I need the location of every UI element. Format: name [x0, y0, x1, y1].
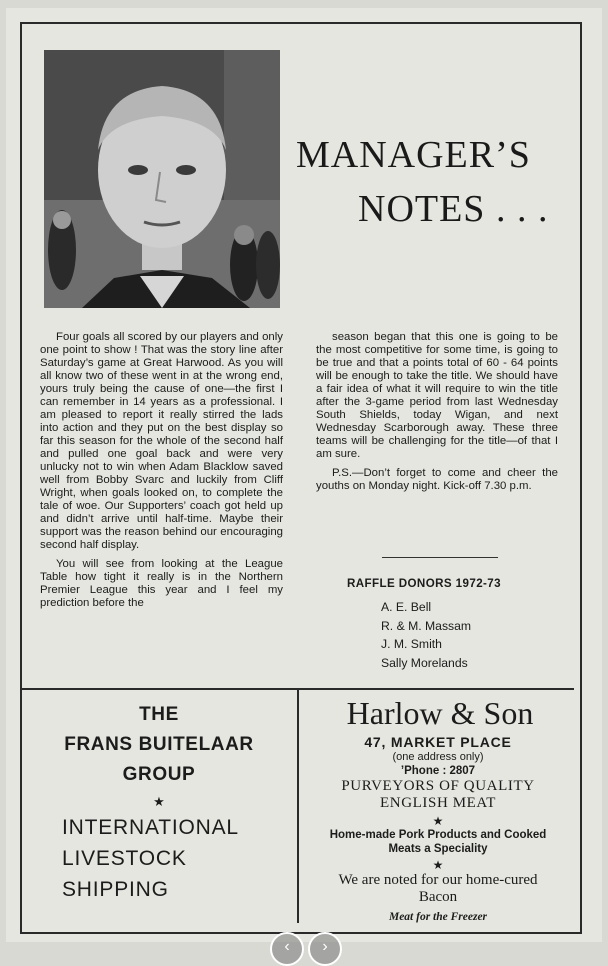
star-icon: ★	[432, 858, 444, 872]
ad-noted-line: Bacon	[418, 889, 458, 905]
advert-frans-buitelaar	[22, 700, 296, 905]
article-paragraph: Four goals all scored by our players and only one point to show ! That was the story line after Saturday’s game at Great Harwood. As you will all know two of these went in at the wrong end, yours truly being the cause of one—the first I can remember in 14 years as a professional. I am pleased to report it really stirred the lads into action and they put on the best display so far this season for the whole of the second half and pulled one goal back and were very unlucky not to win when Adam Blacklow saved well from Bobby Svarc and luckily from Cliff Wright, when goals looked on, to complete the tale of woe. Our Supporters’ coach got held up and didn’t arrive until half-time. Maybe their support was the reason behind our encouraging second half display.	[40, 331, 283, 551]
donor-name: R. & M. Massam	[381, 618, 472, 633]
ad-address: 47, MARKET PLACE	[364, 734, 512, 750]
article-paragraph: You will see from looking at the League Table how tight it really is in the Northern Premier League this year and I feel my prediction before the	[40, 558, 283, 609]
raffle-heading: RAFFLE DONORS 1972-73	[347, 577, 502, 590]
title-line-1: MANAGER’S	[296, 134, 531, 176]
manager-photo	[44, 50, 280, 308]
article-column-2	[316, 331, 558, 499]
ad-speciality: Home-made Pork Products and Cooked	[329, 829, 547, 841]
divider-rule	[382, 557, 498, 558]
star-icon: ★	[432, 814, 444, 828]
ad-noted-line: We are noted for our home-cured	[338, 872, 538, 888]
ads-divider	[297, 690, 299, 923]
previous-page-button[interactable]: ‹	[270, 932, 304, 966]
ad-freezer-line: Meat for the Freezer	[388, 911, 488, 923]
postscript: P.S.—Don’t forget to come and cheer the youths on Monday night. Kick-off 7.30 p.m.	[316, 467, 558, 492]
ad-tagline: ENGLISH MEAT	[380, 795, 496, 811]
ad-service-line: LIVESTOCK	[62, 847, 187, 870]
next-page-button[interactable]: ›	[308, 932, 342, 966]
page-title	[296, 128, 558, 236]
star-icon: ★	[153, 794, 165, 809]
ad-heading-line: GROUP	[122, 764, 196, 785]
ad-business-name: Harlow & Son	[346, 695, 534, 731]
ad-heading-line: THE	[139, 704, 179, 725]
ad-service-line: INTERNATIONAL	[62, 816, 239, 839]
advert-harlow-and-son	[300, 692, 576, 925]
ad-address-note: (one address only)	[392, 751, 484, 763]
donor-name: J. M. Smith	[381, 637, 442, 651]
ad-heading-line: FRANS BUITELAAR	[64, 734, 254, 755]
title-line-2: NOTES . . .	[358, 188, 549, 230]
article-paragraph: season began that this one is going to be the most competitive for some time, is going to be true and that a points total of 60 - 64 points will be enough to take the title. We should have a fair idea of what it will require to win the title after the 3-game period from last Wednesday South Shields, today Wigan, and next Wednesday Scarborough away. These three teams will be challenging for the title—of that I am sure.	[316, 331, 558, 460]
article-column-1	[40, 331, 283, 616]
ad-tagline: PURVEYORS OF QUALITY	[341, 778, 535, 794]
ad-speciality: Meats a Speciality	[388, 843, 488, 855]
donor-name: A. E. Bell	[381, 600, 432, 614]
ad-service-line: SHIPPING	[62, 878, 169, 901]
raffle-donor-list	[381, 598, 471, 672]
donor-name: Sally Morelands	[381, 655, 468, 670]
ad-phone: ’Phone : 2807	[400, 765, 476, 777]
